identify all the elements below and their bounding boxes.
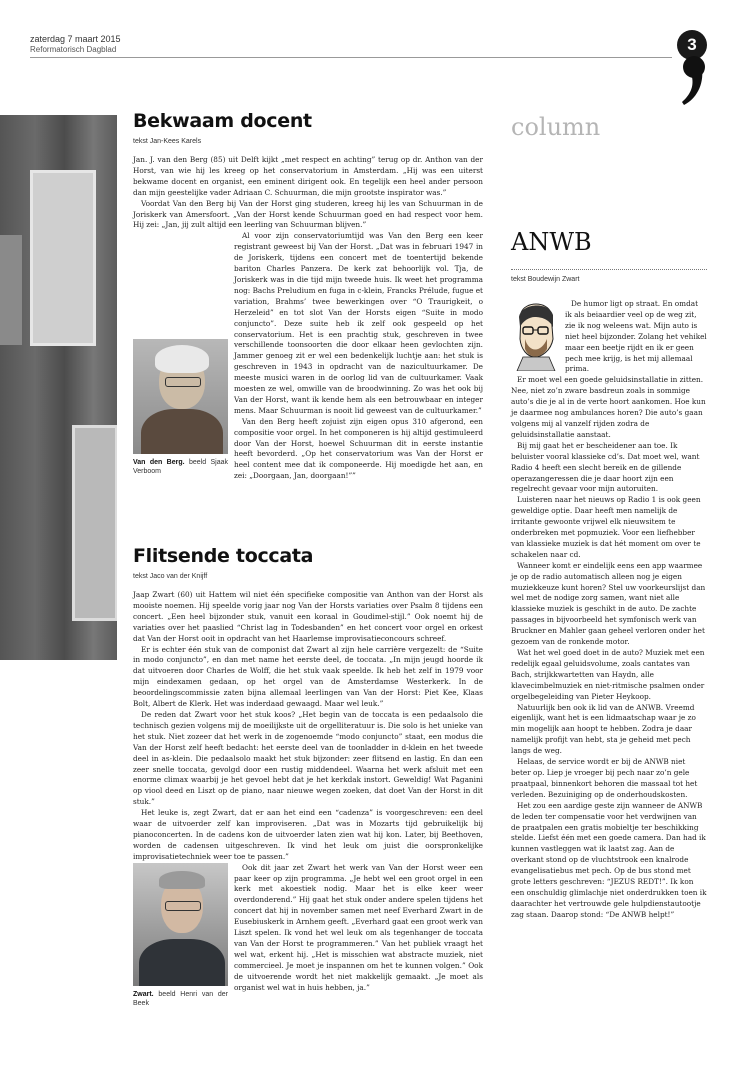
article-paragraph: Van den Berg heeft zojuist zijn eigen opus 310 afgerond, een compositie voor orgel. In het componeren is hij altijd gestimuleerd door Van der Horst, hoewel Schuurman dit in eerste instantie heeft bevorderd. „Op het conservatorium was Van der Horst er heel content mee dat ik componeerde. Hij moedigde het aan, en zei: „Doorgaan, Jan, doorgaan!”” bbox=[234, 416, 483, 481]
photo-van-den-berg bbox=[133, 339, 228, 476]
header-paper-name: Reformatorisch Dagblad bbox=[30, 45, 117, 54]
article-paragraph: Jan. J. van den Berg (85) uit Delft kijkt „met respect en achting” terug op dr. Anthon van der Horst, van wie hij les kreeg op het conservatorium in Amsterdam. „Hij was een uiterst bekwame docent en organist, een eminent dirigent ook. En tegelijk een heel ander persoon dan mijn geestelijke vader Adriaan C. Schuurman, die mijn grootste inspirator was.” bbox=[133, 155, 483, 197]
building-photo bbox=[0, 115, 117, 660]
column-paragraph: Het zou een aardige geste zijn wanneer de ANWB de leden ter compensatie voor het verdwijnen van de praatpalen een gratis mobieltje ter beschikking stelde. Liefst één met een goede camera. Dan had ik kunnen vastleggen wat ik laatst zag. Aan de overkant stond op de vluchtstrook een knalrode evangelisatiebus met pech. Op de bus stond met grote letters geschreven: “JEZUS REDT!”. Ik kon een onschuldig glimlachje niet onderdrukken toen ik daarachter het vertrouwde gele hulpdienstautootje zag staan. Daarop stond: “De ANWB helpt!” bbox=[511, 800, 707, 919]
article-paragraph: De reden dat Zwart voor het stuk koos? „Het begin van de toccata is een pedaalsolo die technisch gezien volgens mij de moeilijkste uit de orgelliteratuur is. Die solo is het unieke van het stuk. Niet zozeer dat het werk in de zogenoemde “modo conjuncto” staat, een modus die Van der Horst zelf heeft bedacht: het eerste deel van de toonladder in d-klein en het tweede deel in as-klein. Die pedaalsolo maakt het stuk bijzonder: zeer flitsend en lastig. En dan een zeer snelle toccata, gevolgd door een rustig middendeel. Waarna het werk afsluit met een enorme climax waarbij je het gevoel hebt dat je het kerkdak instort. Geweldig! Wat Paganini op viool deed en Liszt op de piano, naar nieuwe wegen zoeken, dat doet Van der Horst in dit stuk.” bbox=[133, 709, 483, 807]
page-number-badge: 3 bbox=[677, 30, 707, 60]
caption-credit: beeld Sjaak Verboom bbox=[133, 459, 228, 476]
header-date: zaterdag 7 maart 2015 bbox=[30, 34, 121, 44]
article-paragraph: Jaap Zwart (60) uit Hattem wil niet één specifieke compositie van Anthon van der Horst als mooiste noemen. Hij speelde vorig jaar nog Van der Horsts variaties over Psalm 8 tijdens een concert. „Een heel bijzonder stuk, vanuit een koraal in Goudimel-stijl.” Ook noemt hij de variaties over het paaslied “Christ lag in Todesbanden” en het concert voor orgel en orkest dat Van der Horst ooit in opdracht van het Haarlemse improvisatieconcours schreef. bbox=[133, 590, 483, 643]
article-flitsende-toccata bbox=[133, 545, 483, 1011]
caption-credit: beeld Henri van der Beek bbox=[133, 990, 228, 1007]
comma-icon bbox=[680, 55, 706, 107]
article-paragraph: Het leuke is, zegt Zwart, dat er aan het eind een “cadenza” is voorgeschreven: een deel waar de uitvoerder zelf kan improviseren. „Dat was in Mozarts tijd gebruikelijk bij pianoconcerten. In de cadens kon de uitvoerder laten zien wat hij kon. Later, bij Beethoven, worden de cadensen uitgeschreven. Ik vind het leuk om juist die oorspronkelijke improvisatietechniek weer toe te passen.” bbox=[133, 808, 483, 861]
article-headline: Flitsende toccata bbox=[133, 545, 314, 567]
photo-caption bbox=[133, 458, 228, 476]
article-byline: tekst Jaco van der Knijff bbox=[133, 573, 208, 580]
columnist-sketch bbox=[511, 299, 559, 371]
column-paragraph: Wanneer komt er eindelijk eens een app waarmee je op de radio automatisch alleen nog je eigen muziekkeuze kunt horen? Stel uw voorkeurslijst dan wel met de nodige zorg samen, want niet alle klassieke muziek is geschikt in de auto. De zachte passages in bijvoorbeeld het symfonisch werk van Bruckner en Mahler gaan geheel verloren onder het gezoem van de ronkende motor. bbox=[511, 560, 706, 647]
portrait-hair bbox=[159, 871, 205, 889]
article-paragraph: Er is echter één stuk van de componist dat Zwart al zijn hele carrière vergezelt: de “Suite in modo conjuncto”, en dan met name het eerste deel, de toccata. „In mijn jeugd hoorde ik dat uitvoeren door Charles de Wolff, die het stuk vaak speelde. Ik heb het zelf in 1979 voor mijn eindexamen gedaan, op het orgel van de Amsterdamse Westerkerk. In de beoordelingscommissie zaten bijna allemaal leerlingen van Van der Horst: Piet Kee, Klaas Bolt, Albert de Klerk. Het was inderdaad gewaagd. Maar wel leuk.” bbox=[133, 644, 483, 709]
portrait-hair bbox=[155, 345, 209, 373]
column-paragraph: Natuurlijk ben ook ik lid van de ANWB. Vreemd eigenlijk, want het is een lidmaatschap waar je zo min mogelijk aan hoopt te hebben. Zodra je daar namelijk profijt van hebt, sta je geheid met pech langs de weg. bbox=[511, 702, 696, 756]
photo-zwart bbox=[133, 863, 228, 1008]
portrait-photo bbox=[133, 863, 228, 986]
portrait-body bbox=[141, 409, 223, 454]
article-byline: tekst Jan-Kees Karels bbox=[133, 138, 202, 145]
column-paragraph: Wat het wel goed doet in de auto? Muziek met een redelijk egaal geluidsvolume, zoals cantates van Bach, strijkkwartetten van Haydn, alle klavecimbelmuziek en niet-ritmische psalmen onder orgelbegeleiding van Pieter Heykoop. bbox=[511, 648, 705, 701]
article-paragraph: Ook dit jaar zet Zwart het werk van Van der Horst weer een paar keer op zijn programma. „Je hebt wel een groot orgel in een kerk met akoestiek nodig. Maar het is elke keer weer overdonderend.” Hij gaat het stuk onder andere spelen tijdens het concert dat hij in november samen met neef Everhard Zwart in de Eusebiuskerk in Arnhem geeft. „Everhard gaat een groot werk van Liszt spelen. Ik vond het wel leuk om als tegenhanger de toccata van Van der Horst te programmeren.” Van het publiek vraagt het wel wat, erkent hij. „Het is misschien wat abstracte muziek, niet commercieel. Je moet je inspannen om het te kunnen volgen.” Ook de uitvoerende wordt het niet makkelijk gemaakt. „Je moet als organist wel wat in huis hebben, ja.” bbox=[234, 862, 483, 992]
portrait-photo bbox=[133, 339, 228, 454]
column-byline: tekst Boudewijn Zwart bbox=[511, 276, 580, 283]
caption-name: Van den Berg. bbox=[133, 459, 185, 467]
column-paragraph: De humor ligt op straat. En omdat ik als beiaardier veel op de weg zit, zie ik nog weleens wat. Mijn auto is niet heel bijzonder. Zolang het vehikel maar een beetje rijdt en ik er geen pech mee krijg, is het mij allemaal prima. bbox=[565, 299, 707, 374]
column-paragraph: Er moet wel een goede geluidsinstallatie in zitten. Nee, niet zo’n zware basdreun zoals in sommige auto’s die je al in de verte hoort aankomen. Hoe kun je daarmee nog ambulances horen? Die auto’s gaan volgens mij al vanzelf rijden zodra de geluidsinstallatie aanstaat. bbox=[511, 375, 706, 439]
building-photo-window bbox=[30, 170, 96, 346]
article-body bbox=[133, 590, 483, 1007]
portrait-body bbox=[139, 939, 225, 986]
column-title: ANWB bbox=[511, 228, 592, 256]
column-paragraph: Luisteren naar het nieuws op Radio 1 is ook geen geweldige optie. Daar heeft men namelijk de irritante gewoonte vrijwel elk nieuwsitem te onderbreken met popmuziek. Voor een liefhebber van klassieke muziek is dat hét moment om over te schakelen naar cd. bbox=[511, 495, 701, 559]
column-body bbox=[511, 299, 707, 921]
header-divider bbox=[30, 57, 672, 58]
article-bekwaam-docent bbox=[133, 110, 483, 482]
article-paragraph: Al voor zijn conservatoriumtijd was Van den Berg een keer registrant geweest bij Van der Horst. „Dat was in februari 1947 in de Joriskerk, tijdens een concert met de toentertijd bekende bariton Charles Panzera. De kerk zat behoorlijk vol. Tja, de Joriskerk was in die tijd mijn tweede huis. Ik weet het programma nog: Bachs Preludium en fuga in c-klein, Francks Prélude, fugue et variation, Brahms’ twee bewerkingen over “O Traurigkeit, o Herzeleid” en tot slot Van der Horsts eigen “Suite in modo conjuncto”. Deze suite heb ik zelf ook gespeeld op het conservatorium. Het is een prachtig stuk, geschreven in twee verschillende toonsoorten die door elkaar heen gevlochten zijn. Jammer genoeg zit er wel een bedenkelijk luchtje aan: het stuk is geschreven in 1943 in opdracht van de nazicultuurkamer. De meeste musici waren in de oorlog lid van de cultuurkamer. Vaak moesten ze wel, omwille van de broodwinning. Zo was het ook bij Van der Horst, want ik kende hem als een betrouwbaar en integer mens. Maar Schuurman is nooit lid geweest van de cultuurkamer.” bbox=[234, 231, 483, 415]
portrait-glasses bbox=[165, 377, 201, 387]
photo-caption bbox=[133, 990, 228, 1008]
building-photo-window bbox=[72, 425, 117, 621]
column-label: column bbox=[511, 113, 601, 141]
article-headline: Bekwaam docent bbox=[133, 110, 312, 132]
column-paragraph: Helaas, de service wordt er bij de ANWB niet beter op. Liep je vroeger bij pech naar zo’n gele praatpaal, binnenkort behoren die massaal tot het verleden. Bezuiniging op de onderhoudskosten. bbox=[511, 757, 698, 799]
portrait-glasses bbox=[165, 901, 201, 911]
article-body bbox=[133, 155, 483, 482]
column-paragraph: Bij mij gaat het er bescheidener aan toe. Ik beluister vooral klassieke cd’s. Dat moet wel, want Radio 4 heeft een slecht bereik en de gillende operazangeressen die je daar hoort zijn een regelrecht gevaar voor mijn autoruiten. bbox=[511, 440, 700, 494]
building-photo-detail bbox=[0, 235, 22, 345]
column-divider bbox=[511, 269, 707, 270]
caption-name: Zwart. bbox=[133, 990, 154, 998]
article-paragraph: Voordat Van den Berg bij Van der Horst ging studeren, kreeg hij les van Schuurman in de Joriskerk van Amersfoort. „Van der Horst kende Schuurman goed en had respect voor hem. Hij zei: „Jan, jij zult altijd een leerling van Schuurman blijven.” bbox=[133, 198, 483, 230]
